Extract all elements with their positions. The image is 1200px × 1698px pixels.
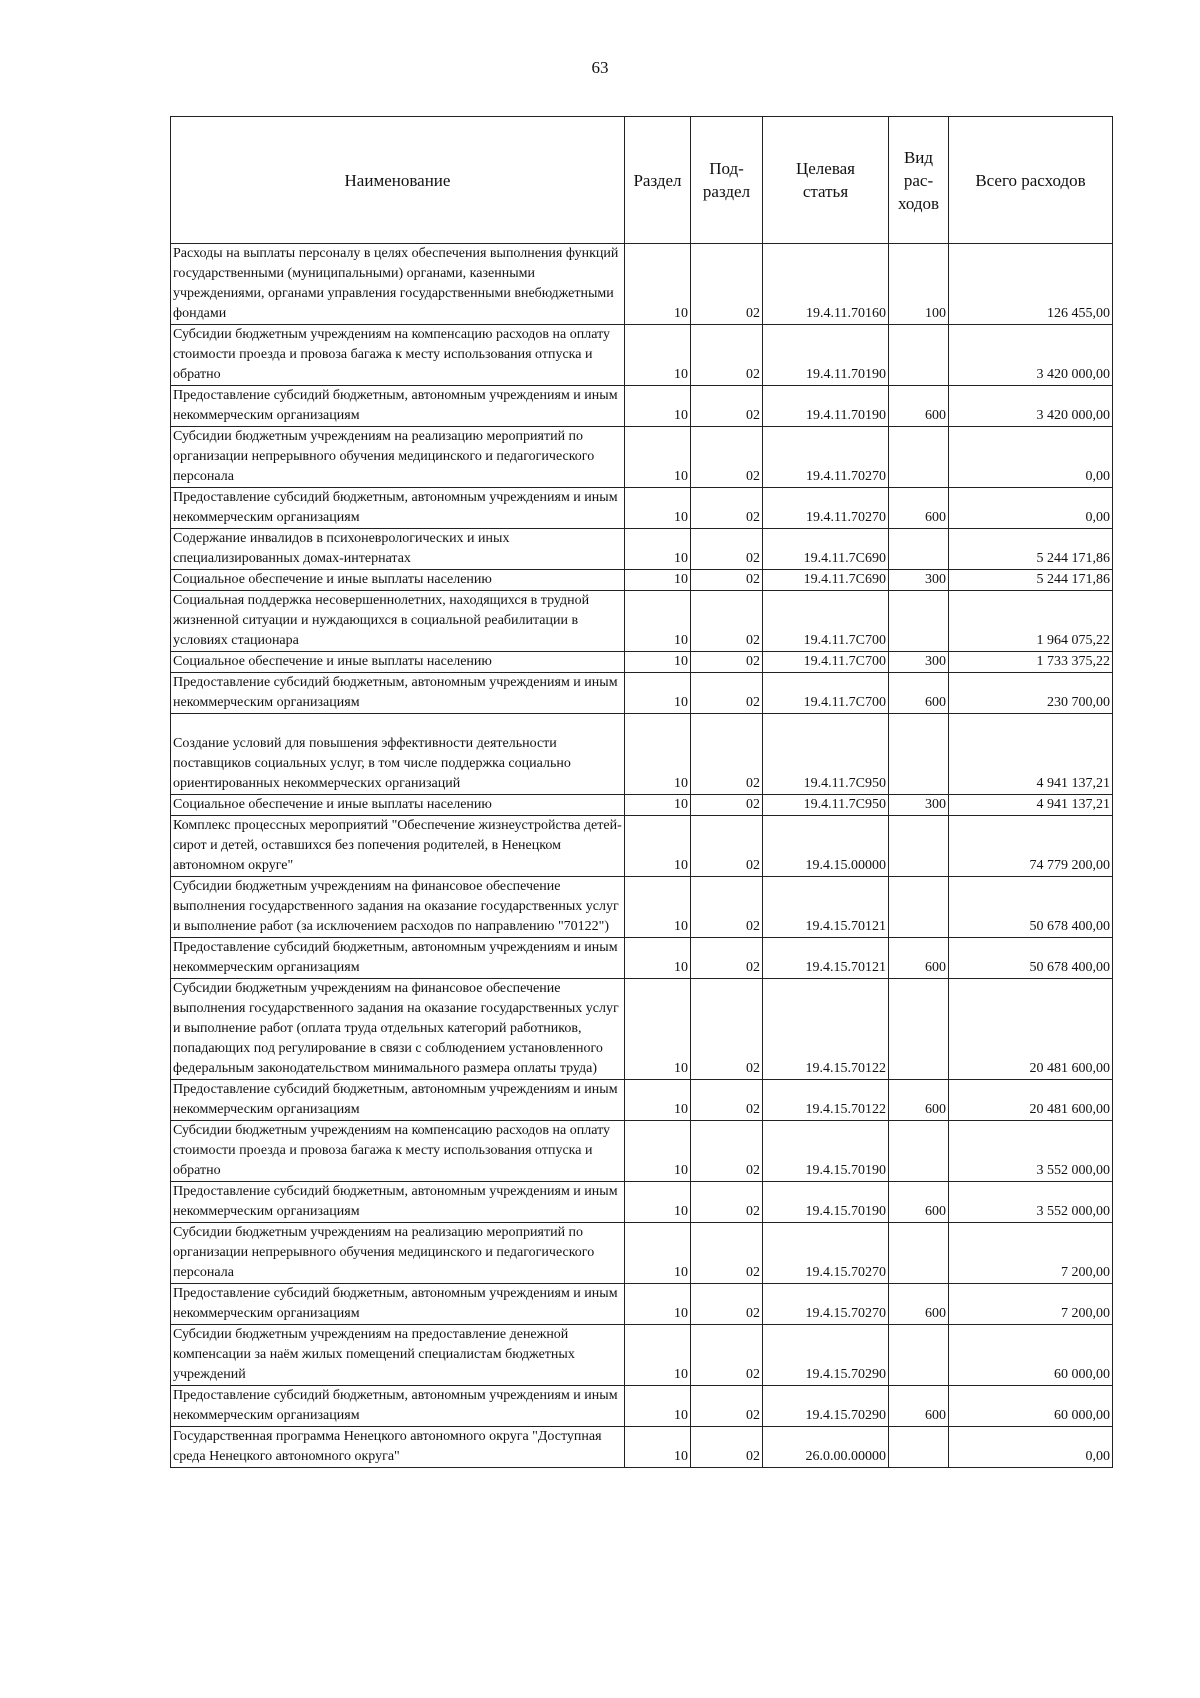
cell-section: 10 (625, 325, 691, 386)
table-row (171, 1223, 1113, 1284)
cell-name: Предоставление субсидий бюджетным, автономным учреждениям и иным некоммерческим организациям (171, 1182, 625, 1223)
cell-subsection: 02 (691, 1427, 763, 1468)
cell-type: 300 (889, 652, 949, 673)
cell-target: 19.4.11.70190 (763, 386, 889, 427)
cell-section: 10 (625, 1121, 691, 1182)
cell-section: 10 (625, 244, 691, 325)
table-row (171, 1121, 1113, 1182)
cell-subsection: 02 (691, 795, 763, 816)
cell-section: 10 (625, 938, 691, 979)
cell-subsection: 02 (691, 1080, 763, 1121)
cell-target: 19.4.11.7С700 (763, 652, 889, 673)
cell-type: 600 (889, 1080, 949, 1121)
cell-section: 10 (625, 979, 691, 1080)
cell-name: Социальная поддержка несовершеннолетних, находящихся в трудной жизненной ситуации и нуждающихся в социальной реабилитации в условиях стационара (171, 591, 625, 652)
cell-name: Расходы на выплаты персоналу в целях обеспечения выполнения функций государственными (муниципальными) органами, казенными учреждениями, органами управления государственными внебюджетными фондами (171, 244, 625, 325)
cell-name: Субсидии бюджетным учреждениям на реализацию мероприятий по организации непрерывного обучения медицинского и педагогического персонала (171, 427, 625, 488)
cell-target: 19.4.11.70160 (763, 244, 889, 325)
cell-subsection: 02 (691, 1386, 763, 1427)
cell-target: 19.4.15.70122 (763, 1080, 889, 1121)
table-row (171, 244, 1113, 325)
cell-type: 300 (889, 795, 949, 816)
cell-name: Предоставление субсидий бюджетным, автономным учреждениям и иным некоммерческим организациям (171, 386, 625, 427)
cell-name: Субсидии бюджетным учреждениям на компенсацию расходов на оплату стоимости проезда и провоза багажа к месту использования отпуска и обратно (171, 325, 625, 386)
cell-type: 600 (889, 1182, 949, 1223)
cell-name: Субсидии бюджетным учреждениям на реализацию мероприятий по организации непрерывного обучения медицинского и педагогического персонала (171, 1223, 625, 1284)
table-row (171, 1284, 1113, 1325)
cell-total: 3 420 000,00 (949, 386, 1113, 427)
cell-section: 10 (625, 570, 691, 591)
table-row (171, 714, 1113, 795)
cell-name: Государственная программа Ненецкого автономного округа "Доступная среда Ненецкого автономного округа" (171, 1427, 625, 1468)
cell-subsection: 02 (691, 1284, 763, 1325)
cell-section: 10 (625, 1182, 691, 1223)
cell-total: 20 481 600,00 (949, 1080, 1113, 1121)
cell-total: 0,00 (949, 1427, 1113, 1468)
cell-total: 3 420 000,00 (949, 325, 1113, 386)
cell-target: 19.4.11.70270 (763, 427, 889, 488)
cell-type: 600 (889, 938, 949, 979)
cell-type (889, 529, 949, 570)
cell-target: 19.4.11.7С700 (763, 591, 889, 652)
cell-total: 230 700,00 (949, 673, 1113, 714)
cell-type: 100 (889, 244, 949, 325)
cell-target: 19.4.15.70270 (763, 1284, 889, 1325)
cell-subsection: 02 (691, 1182, 763, 1223)
table-row (171, 877, 1113, 938)
cell-section: 10 (625, 877, 691, 938)
cell-section: 10 (625, 529, 691, 570)
cell-total: 4 941 137,21 (949, 714, 1113, 795)
cell-total: 1 733 375,22 (949, 652, 1113, 673)
cell-section: 10 (625, 714, 691, 795)
cell-section: 10 (625, 1325, 691, 1386)
cell-section: 10 (625, 488, 691, 529)
cell-subsection: 02 (691, 714, 763, 795)
cell-subsection: 02 (691, 816, 763, 877)
cell-type: 600 (889, 1386, 949, 1427)
cell-name: Субсидии бюджетным учреждениям на финансовое обеспечение выполнения государственного задания на оказание государственных услуг и выполнение работ (оплата труда отдельных категорий работников, попадающих под регулирование в связи с соблюдением установленного федеральным законодательством минимального размера оплаты труда) (171, 979, 625, 1080)
table-row (171, 570, 1113, 591)
table-row (171, 1080, 1113, 1121)
table-row (171, 1386, 1113, 1427)
cell-target: 19.4.11.7С690 (763, 529, 889, 570)
cell-type (889, 979, 949, 1080)
col-header-section: Раздел (625, 117, 691, 244)
table-row (171, 427, 1113, 488)
table-row (171, 1325, 1113, 1386)
cell-name: Социальное обеспечение и иные выплаты населению (171, 795, 625, 816)
cell-section: 10 (625, 673, 691, 714)
cell-name: Социальное обеспечение и иные выплаты населению (171, 570, 625, 591)
cell-type (889, 1325, 949, 1386)
cell-subsection: 02 (691, 325, 763, 386)
page-number: 63 (591, 58, 609, 77)
cell-total: 60 000,00 (949, 1325, 1113, 1386)
cell-subsection: 02 (691, 386, 763, 427)
cell-section: 10 (625, 1284, 691, 1325)
cell-type (889, 1427, 949, 1468)
cell-target: 19.4.15.70290 (763, 1386, 889, 1427)
cell-total: 0,00 (949, 427, 1113, 488)
table-row (171, 816, 1113, 877)
col-header-type: Вид рас- ходов (889, 117, 949, 244)
table-row (171, 979, 1113, 1080)
cell-type: 300 (889, 570, 949, 591)
cell-section: 10 (625, 795, 691, 816)
cell-type: 600 (889, 673, 949, 714)
cell-target: 19.4.15.70122 (763, 979, 889, 1080)
cell-subsection: 02 (691, 427, 763, 488)
cell-target: 19.4.11.70270 (763, 488, 889, 529)
cell-total: 126 455,00 (949, 244, 1113, 325)
col-header-target: Целевая статья (763, 117, 889, 244)
cell-target: 19.4.15.00000 (763, 816, 889, 877)
cell-type: 600 (889, 488, 949, 529)
cell-subsection: 02 (691, 488, 763, 529)
col-header-total: Всего расходов (949, 117, 1113, 244)
cell-subsection: 02 (691, 877, 763, 938)
cell-name: Комплекс процессных мероприятий "Обеспечение жизнеустройства детей-сирот и детей, оставшихся без попечения родителей, в Ненецком автономном округе" (171, 816, 625, 877)
cell-name: Предоставление субсидий бюджетным, автономным учреждениям и иным некоммерческим организациям (171, 488, 625, 529)
col-header-subsection: Под- раздел (691, 117, 763, 244)
table-row (171, 529, 1113, 570)
cell-section: 10 (625, 816, 691, 877)
cell-type (889, 325, 949, 386)
cell-section: 10 (625, 1386, 691, 1427)
table-row (171, 325, 1113, 386)
cell-subsection: 02 (691, 570, 763, 591)
cell-section: 10 (625, 652, 691, 673)
cell-target: 19.4.15.70190 (763, 1121, 889, 1182)
cell-section: 10 (625, 1427, 691, 1468)
cell-target: 19.4.11.70190 (763, 325, 889, 386)
cell-name: Предоставление субсидий бюджетным, автономным учреждениям и иным некоммерческим организациям (171, 1080, 625, 1121)
cell-subsection: 02 (691, 979, 763, 1080)
cell-total: 1 964 075,22 (949, 591, 1113, 652)
cell-type (889, 714, 949, 795)
cell-type (889, 591, 949, 652)
cell-subsection: 02 (691, 1223, 763, 1284)
cell-total: 3 552 000,00 (949, 1121, 1113, 1182)
cell-total: 60 000,00 (949, 1386, 1113, 1427)
cell-total: 7 200,00 (949, 1284, 1113, 1325)
col-header-name: Наименование (171, 117, 625, 244)
cell-total: 74 779 200,00 (949, 816, 1113, 877)
cell-total: 5 244 171,86 (949, 570, 1113, 591)
cell-section: 10 (625, 1080, 691, 1121)
cell-subsection: 02 (691, 652, 763, 673)
cell-type (889, 1121, 949, 1182)
table-row (171, 1182, 1113, 1223)
cell-type (889, 877, 949, 938)
cell-subsection: 02 (691, 673, 763, 714)
cell-target: 19.4.15.70190 (763, 1182, 889, 1223)
table-row (171, 652, 1113, 673)
cell-target: 19.4.11.7С700 (763, 673, 889, 714)
table-row (171, 938, 1113, 979)
cell-type (889, 1223, 949, 1284)
cell-subsection: 02 (691, 938, 763, 979)
cell-section: 10 (625, 591, 691, 652)
cell-total: 20 481 600,00 (949, 979, 1113, 1080)
cell-total: 0,00 (949, 488, 1113, 529)
cell-total: 50 678 400,00 (949, 938, 1113, 979)
cell-name: Предоставление субсидий бюджетным, автономным учреждениям и иным некоммерческим организациям (171, 938, 625, 979)
cell-name: Субсидии бюджетным учреждениям на компенсацию расходов на оплату стоимости проезда и провоза багажа к месту использования отпуска и обратно (171, 1121, 625, 1182)
cell-subsection: 02 (691, 1121, 763, 1182)
cell-name: Субсидии бюджетным учреждениям на предоставление денежной компенсации за наём жилых помещений специалистам бюджетных учреждений (171, 1325, 625, 1386)
cell-name: Субсидии бюджетным учреждениям на финансовое обеспечение выполнения государственного задания на оказание государственных услуг и выполнение работ (за исключением расходов по направлению "70122") (171, 877, 625, 938)
cell-target: 19.4.15.70270 (763, 1223, 889, 1284)
cell-name: Предоставление субсидий бюджетным, автономным учреждениям и иным некоммерческим организациям (171, 1386, 625, 1427)
cell-subsection: 02 (691, 529, 763, 570)
cell-section: 10 (625, 427, 691, 488)
table-row (171, 488, 1113, 529)
cell-name: Содержание инвалидов в психоневрологических и иных специализированных домах-интернатах (171, 529, 625, 570)
cell-target: 26.0.00.00000 (763, 1427, 889, 1468)
cell-total: 7 200,00 (949, 1223, 1113, 1284)
cell-name: Предоставление субсидий бюджетным, автономным учреждениям и иным некоммерческим организациям (171, 673, 625, 714)
cell-section: 10 (625, 1223, 691, 1284)
cell-name: Предоставление субсидий бюджетным, автономным учреждениям и иным некоммерческим организациям (171, 1284, 625, 1325)
table-body (171, 244, 1113, 1468)
cell-target: 19.4.11.7С950 (763, 795, 889, 816)
cell-section: 10 (625, 386, 691, 427)
cell-target: 19.4.11.7С690 (763, 570, 889, 591)
cell-total: 5 244 171,86 (949, 529, 1113, 570)
table-row (171, 673, 1113, 714)
cell-target: 19.4.15.70290 (763, 1325, 889, 1386)
cell-subsection: 02 (691, 591, 763, 652)
cell-target: 19.4.11.7С950 (763, 714, 889, 795)
table-row (171, 591, 1113, 652)
table-row (171, 386, 1113, 427)
cell-total: 4 941 137,21 (949, 795, 1113, 816)
cell-type (889, 816, 949, 877)
cell-subsection: 02 (691, 1325, 763, 1386)
table-row (171, 1427, 1113, 1468)
cell-type: 600 (889, 1284, 949, 1325)
table-row (171, 795, 1113, 816)
cell-type: 600 (889, 386, 949, 427)
cell-total: 3 552 000,00 (949, 1182, 1113, 1223)
table-header-row (171, 117, 1113, 244)
cell-target: 19.4.15.70121 (763, 877, 889, 938)
cell-name: Социальное обеспечение и иные выплаты населению (171, 652, 625, 673)
cell-type (889, 427, 949, 488)
cell-total: 50 678 400,00 (949, 877, 1113, 938)
cell-subsection: 02 (691, 244, 763, 325)
budget-table (170, 116, 1113, 1468)
cell-name: Создание условий для повышения эффективности деятельности поставщиков социальных услуг, в том числе поддержка социально ориентированных некоммерческих организаций (171, 714, 625, 795)
cell-target: 19.4.15.70121 (763, 938, 889, 979)
